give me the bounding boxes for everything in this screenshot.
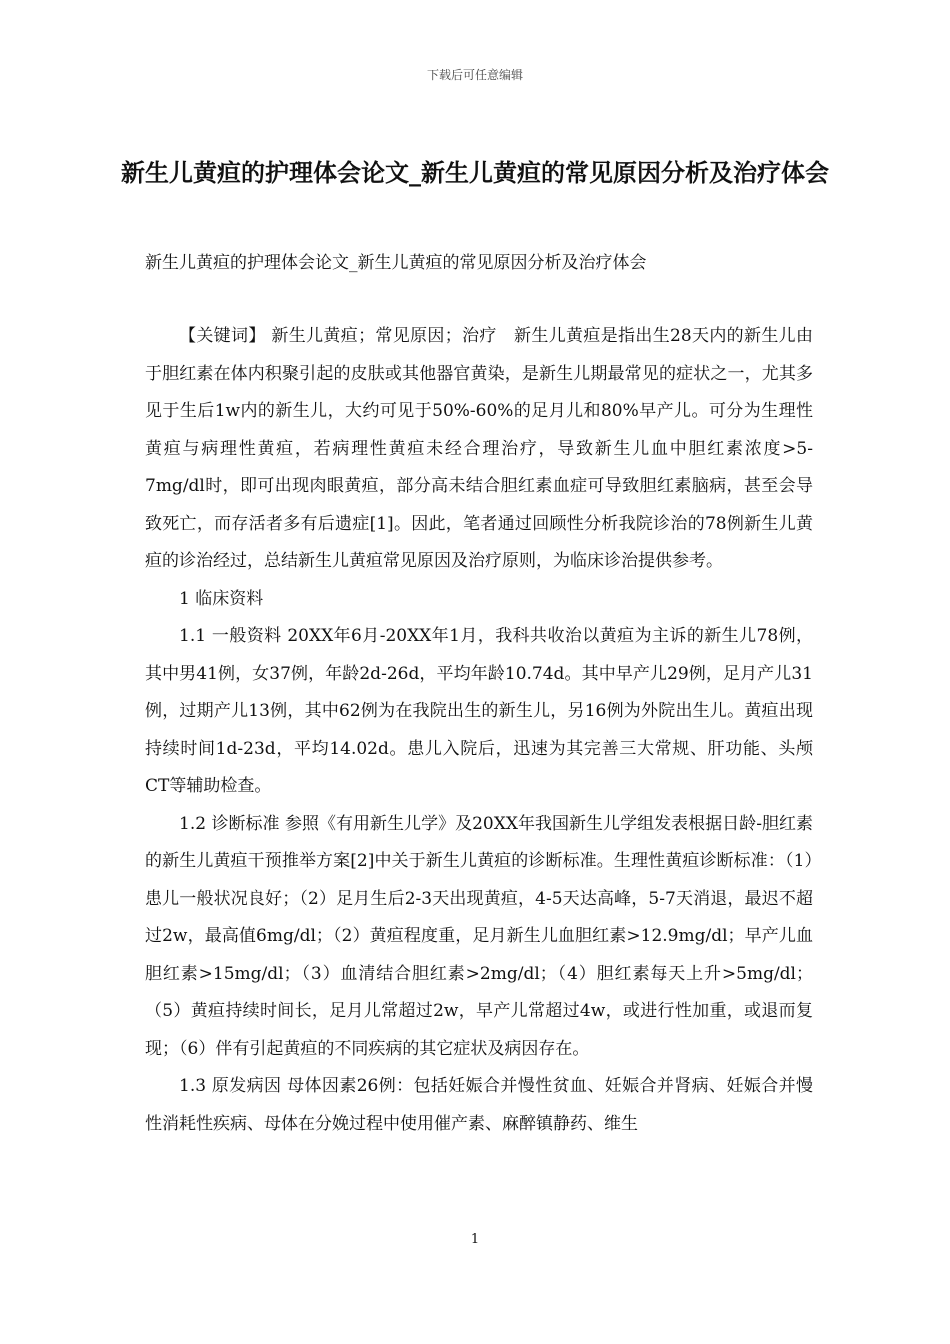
- document-title: 新生儿黄疸的护理体会论文_新生儿黄疸的常见原因分析及治疗体会: [121, 159, 829, 187]
- keywords-label: 【关键词】: [179, 326, 266, 346]
- document-subtitle: 新生儿黄疸的护理体会论文_新生儿黄疸的常见原因分析及治疗体会: [145, 253, 647, 273]
- header-note: 下载后可任意编辑: [426, 68, 523, 82]
- section-heading: 1 临床资料: [179, 588, 264, 609]
- paragraph-keywords: [145, 318, 813, 581]
- page-number: 1: [470, 1232, 480, 1247]
- paragraph-general-data: 1.1 一般资料 20XX年6月-20XX年1月，我科共收治以黄疸为主诉的新生儿78例，其中男41例，女37例，年龄2d-26d，平均年龄10.74d。其中早产儿29例，足月产儿31例，过期产儿13例，其中62例为在我院出生的新生儿，另16例为外院出生儿。黄疸出现持续时间1d-23d，平均14.02d。患儿入院后，迅速为其完善三大常规、肝功能、头颅CT等辅助检查。: [145, 626, 813, 796]
- document-body: [145, 318, 813, 1143]
- paragraph-primary-causes: 1.3 原发病因 母体因素26例：包括妊娠合并慢性贫血、妊娠合并肾病、妊娠合并慢性消耗性疾病、母体在分娩过程中使用催产素、麻醉镇静药、维生: [145, 1076, 813, 1134]
- paragraph-diagnostic-criteria: 1.2 诊断标准 参照《有用新生儿学》及20XX年我国新生儿学组发表根据日龄-胆红素的新生儿黄疸干预推举方案[2]中关于新生儿黄疸的诊断标准。生理性黄疸诊断标准：（1）患儿一般状况良好；（2）足月生后2-3天出现黄疸，4-5天达高峰，5-7天消退，最迟不超过2w，最高值6mg/dl；（2）黄疸程度重，足月新生儿血胆红素>12.9mg/dl；早产儿血胆红素>15mg/dl；（3）血清结合胆红素>2mg/dl；（4）胆红素每天上升>5mg/dl；（5）黄疸持续时间长，足月儿常超过2w，早产儿常超过4w，或进行性加重，或退而复现；（6）伴有引起黄疸的不同疾病的其它症状及病因存在。: [145, 813, 813, 1059]
- paragraph-text: 新生儿黄疸；常见原因；治疗 新生儿黄疸是指出生28天内的新生儿由于胆红素在体内积聚引起的皮肤或其他器官黄染，是新生儿期最常见的症状之一，尤其多见于生后1w内的新生儿，大约可见于50%-60%的足月儿和80%早产儿。可分为生理性黄疸与病理性黄疸，若病理性黄疸未经合理治疗，导致新生儿血中胆红素浓度>5-7mg/dl时，即可出现肉眼黄疸，部分高未结合胆红素血症可导致胆红素脑病，甚至会导致死亡，而存活者多有后遗症[1]。因此，笔者通过回顾性分析我院诊治的78例新生儿黄疸的诊治经过，总结新生儿黄疸常见原因及治疗原则，为临床诊治提供参考。: [145, 326, 813, 571]
